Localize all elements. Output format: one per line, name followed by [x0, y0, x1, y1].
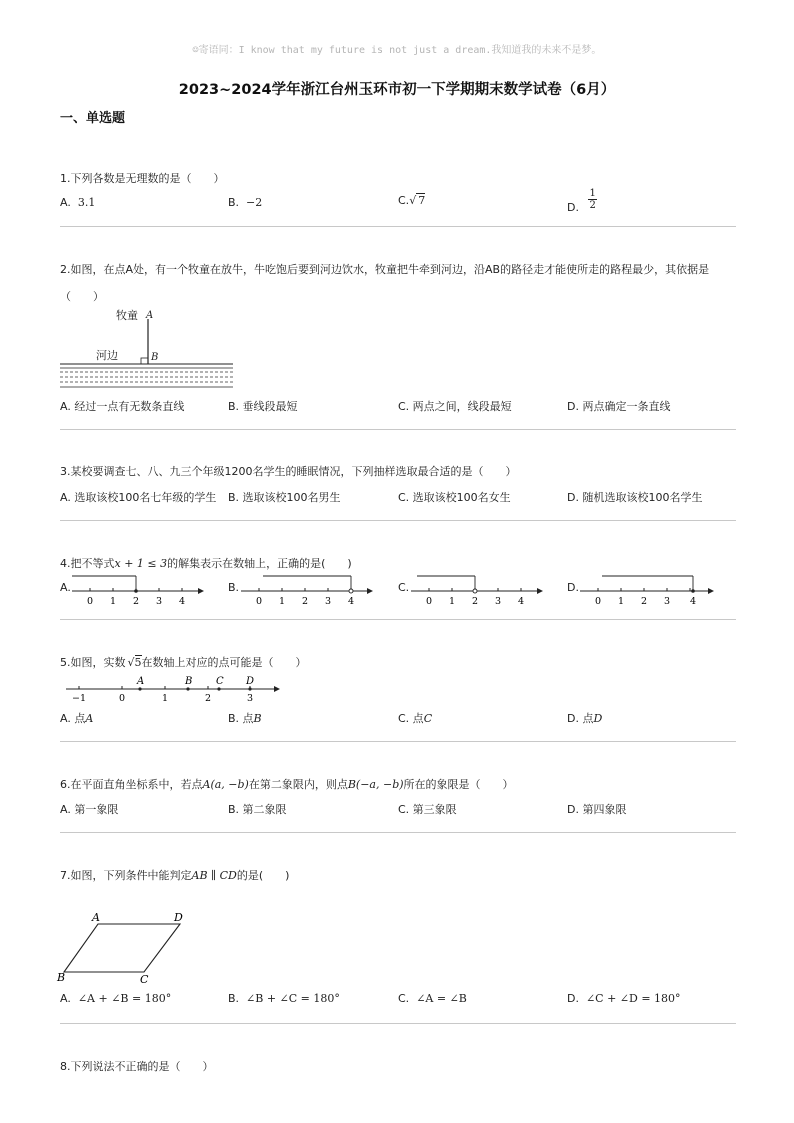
page-title: 2023~2024学年浙江台州玉环市初一下学期期末数学试卷（6月） [178, 82, 616, 98]
sqrt-7: √ 7 [409, 194, 426, 207]
hollow-point [349, 589, 353, 593]
solid-point [134, 589, 138, 593]
point-a-label: A [146, 310, 154, 321]
question-8-stem: 8.下列说法不正确的是（ ） [60, 1060, 214, 1073]
q3-option-c: C. 选取该校100名女生 [398, 491, 511, 504]
q4-option-d-label: D. [567, 581, 579, 594]
q4-option-b-label: B. [228, 581, 240, 594]
svg-text:0: 0 [426, 596, 433, 607]
svg-text:4: 4 [179, 596, 186, 607]
divider [60, 619, 736, 620]
q4-number-line-c [411, 572, 543, 608]
question-2-stem: 2.如图，在点A处，有一个牧童在放牛，牛吃饱后要到河边饮水，牧童把牛牵到河边，沿AB的路径走才能使所走的路程最少，其依据是 [60, 263, 710, 276]
svg-text:1: 1 [162, 693, 169, 704]
q3-option-a: A. 选取该校100名七年级的学生 [60, 491, 217, 504]
svg-text:3: 3 [495, 596, 502, 607]
svg-text:1: 1 [110, 596, 117, 607]
svg-text:A: A [137, 676, 145, 687]
fraction-one-half: $\frac{1}{2}$ [589, 188, 596, 211]
q7-option-c: C. ∠A = ∠B [398, 992, 467, 1005]
svg-text:C: C [216, 676, 224, 687]
svg-text:1: 1 [618, 596, 625, 607]
divider [60, 832, 736, 833]
q1-option-c: C. √ 7 [398, 194, 426, 207]
point-b-dot [186, 687, 189, 690]
question-5-stem: 5.如图，实数 √5在数轴上对应的点可能是（ ） [60, 656, 307, 669]
point-a-dot [138, 687, 141, 690]
q1-option-b: B. −2 [228, 196, 263, 209]
svg-text:C: C [140, 973, 149, 986]
header-motto: ☺寄语同：I know that my future is not just a dream.我知道我的未来不是梦。 [192, 45, 602, 56]
q5-option-a: A. 点A [60, 712, 94, 725]
q2-option-a: A. 经过一点有无数条直线 [60, 400, 185, 413]
question-1-stem: 1.下列各数是无理数的是（ ） [60, 172, 225, 185]
divider [60, 429, 736, 430]
point-b-label: B [151, 352, 159, 363]
svg-text:−1: −1 [72, 693, 87, 704]
svg-text:A: A [92, 911, 100, 924]
q6-option-a: A. 第一象限 [60, 803, 119, 816]
svg-text:1: 1 [279, 596, 286, 607]
svg-text:2: 2 [302, 596, 309, 607]
q3-option-d: D. 随机选取该校100名学生 [567, 491, 703, 504]
river-figure [58, 305, 238, 390]
svg-text:0: 0 [119, 693, 126, 704]
q5-option-c: C. 点C [398, 712, 433, 725]
parallelogram-abcd [64, 924, 180, 972]
question-3-stem: 3.某校要调查七、八、九三个年级1200名学生的睡眠情况，下列抽样选取最合适的是（ ） [60, 465, 517, 478]
svg-text:D: D [246, 676, 255, 687]
svg-text:0: 0 [595, 596, 602, 607]
question-4-stem: 4.把不等式x + 1 ≤ 3的解集表示在数轴上，正确的是( ) [60, 557, 352, 570]
svg-text:2: 2 [472, 596, 479, 607]
question-7-stem: 7.如图，下列条件中能判定AB ∥ CD的是( ) [60, 869, 290, 882]
q5-option-d: D. 点D [567, 712, 603, 725]
svg-text:2: 2 [641, 596, 648, 607]
svg-text:4: 4 [518, 596, 525, 607]
svg-text:3: 3 [247, 693, 254, 704]
svg-text:3: 3 [664, 596, 671, 607]
q4-option-c-label: C. [398, 581, 410, 594]
q4-number-line-a [72, 572, 204, 608]
parallelogram-figure [56, 907, 196, 987]
herdsman-label: 牧童 [116, 309, 138, 322]
q5-number-line [66, 672, 282, 706]
svg-text:3: 3 [325, 596, 332, 607]
svg-text:1: 1 [449, 596, 456, 607]
q4-number-line-b [241, 572, 373, 608]
q2-option-b: B. 垂线段最短 [228, 400, 298, 413]
q2-option-d: D. 两点确定一条直线 [567, 400, 671, 413]
svg-text:B: B [57, 971, 66, 984]
section-heading: 一、单选题 [60, 111, 126, 126]
q4-option-a-label: A. [60, 581, 71, 594]
point-c-dot [217, 687, 220, 690]
q1-option-a: A. 3.1 [60, 196, 96, 209]
q6-option-c: C. 第三象限 [398, 803, 457, 816]
q6-option-d: D. 第四象限 [567, 803, 627, 816]
svg-text:3: 3 [156, 596, 163, 607]
svg-text:2: 2 [205, 693, 212, 704]
divider [60, 1023, 736, 1024]
divider [60, 741, 736, 742]
q1-option-d: D. $\frac{1}{2}$ [567, 188, 596, 214]
svg-text:4: 4 [348, 596, 355, 607]
q7-option-d: D. ∠C + ∠D = 180° [567, 992, 681, 1005]
solid-point [691, 589, 695, 593]
svg-text:0: 0 [256, 596, 263, 607]
svg-text:4: 4 [690, 596, 697, 607]
svg-text:0: 0 [87, 596, 94, 607]
svg-text:D: D [174, 911, 183, 924]
hollow-point [473, 589, 477, 593]
right-angle-mark [141, 358, 148, 364]
divider [60, 226, 736, 227]
q5-option-b: B. 点B [228, 712, 262, 725]
q7-option-a: A. ∠A + ∠B = 180° [60, 992, 172, 1005]
svg-text:2: 2 [133, 596, 140, 607]
q6-option-b: B. 第二象限 [228, 803, 287, 816]
divider [60, 520, 736, 521]
q3-option-b: B. 选取该校100名男生 [228, 491, 341, 504]
river-label: 河边 [96, 349, 118, 362]
question-6-stem: 6.在平面直角坐标系中，若点A(a, −b)在第二象限内，则点B(−a, −b)所在的象限是（ ） [60, 778, 514, 791]
q7-option-b: B. ∠B + ∠C = 180° [228, 992, 340, 1005]
q4-number-line-d [580, 572, 716, 608]
q2-option-c: C. 两点之间，线段最短 [398, 400, 512, 413]
svg-text:B: B [185, 676, 193, 687]
point-d-dot [248, 687, 251, 690]
question-2-stem-cont: （ ） [60, 290, 104, 303]
